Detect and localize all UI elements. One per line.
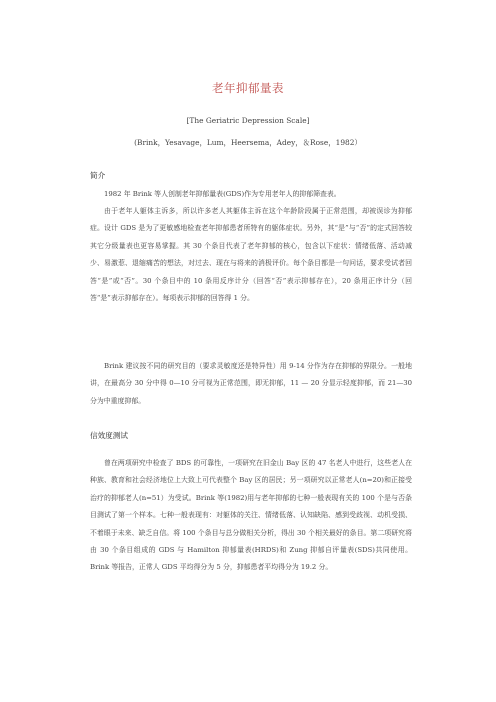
- reliability-paragraph-1: 曾在两项研究中检查了 BDS 的可靠性，一项研究在旧金山 Bay 区的 47 名老人中进行，这些老人在种族、教育和社会经济地位上大致上可代表整个 Bay 区的居民；另一项研究以正常老人(n=20)和正接受治疗的抑郁老人(n=51）为受试。Brink 等(1982)用与老年抑郁的七种一般表现有关的 100 个是与否条目测试了第一个样本。七种一般表现有：对躯体的关注、情绪低落、认知缺陷、感到受歧视、动机受损、不着眼于未来、缺乏自信。将 100 个条目与总分做相关分析，得出 30 个相关最好的条目。第二项研究将由 30 个条目组成的 GDS 与 Hamilton 抑郁量表(HRDS)和 Zung 抑郁自评量表(SDS)共同使用。Brink 等报告，正常人 GDS 平均得分为 5 分，抑郁患者平均得分为 19.2 分。: [90, 459, 412, 572]
- section-heading-reliability: 信效度测试: [90, 431, 128, 440]
- document-title: 老年抑郁量表: [212, 81, 284, 95]
- intro-paragraph-3: Brink 建议按不同的研究目的（要求灵敏度还是特异性）用 9-14 分作为存在抑郁的界限分。一般地讲，在最高分 30 分中得 0—10 分可视为正常范围，即无抑郁，11 — 20 分显示轻度抑郁，而 21—30 分为中重度抑郁。: [90, 362, 412, 405]
- intro-paragraph-2: 由于老年人躯体主诉多，所以许多老人其躯体主诉在这个年龄阶段属于正常范围，却被误诊为抑郁症。设计 GDS 是为了更敏感地检查老年抑郁患者所特有的躯体症状。另外，其“是”与“否”的定式回答较其它分级量表也更容易掌握。其 30 个条目代表了老年抑郁的核心，包含以下症状：情绪低落、活动减少、易激惹、退缩痛苦的想法，对过去、现在与将来的消极评价。每个条目都是一句问话，要求受试者回答“是”或“否”。30 个条目中的 10 条用反序计分（回答“否”表示抑郁存在），20 条用正序计分（回答“是”表示抑郁存在）。每项表示抑郁的回答得 1 分。: [90, 207, 412, 303]
- document-authors: (Brink，Yesavage，Lum，Heersema，Adey，＆Rose，1982）: [134, 138, 362, 147]
- intro-paragraph-1: 1982 年 Brink 等人创制老年抑郁量表(GDS)作为专用老年人的抑郁筛查表。: [104, 190, 341, 198]
- document-subtitle: [The Geriatric Depression Scale]: [186, 116, 310, 125]
- section-heading-intro: 简介: [90, 171, 106, 180]
